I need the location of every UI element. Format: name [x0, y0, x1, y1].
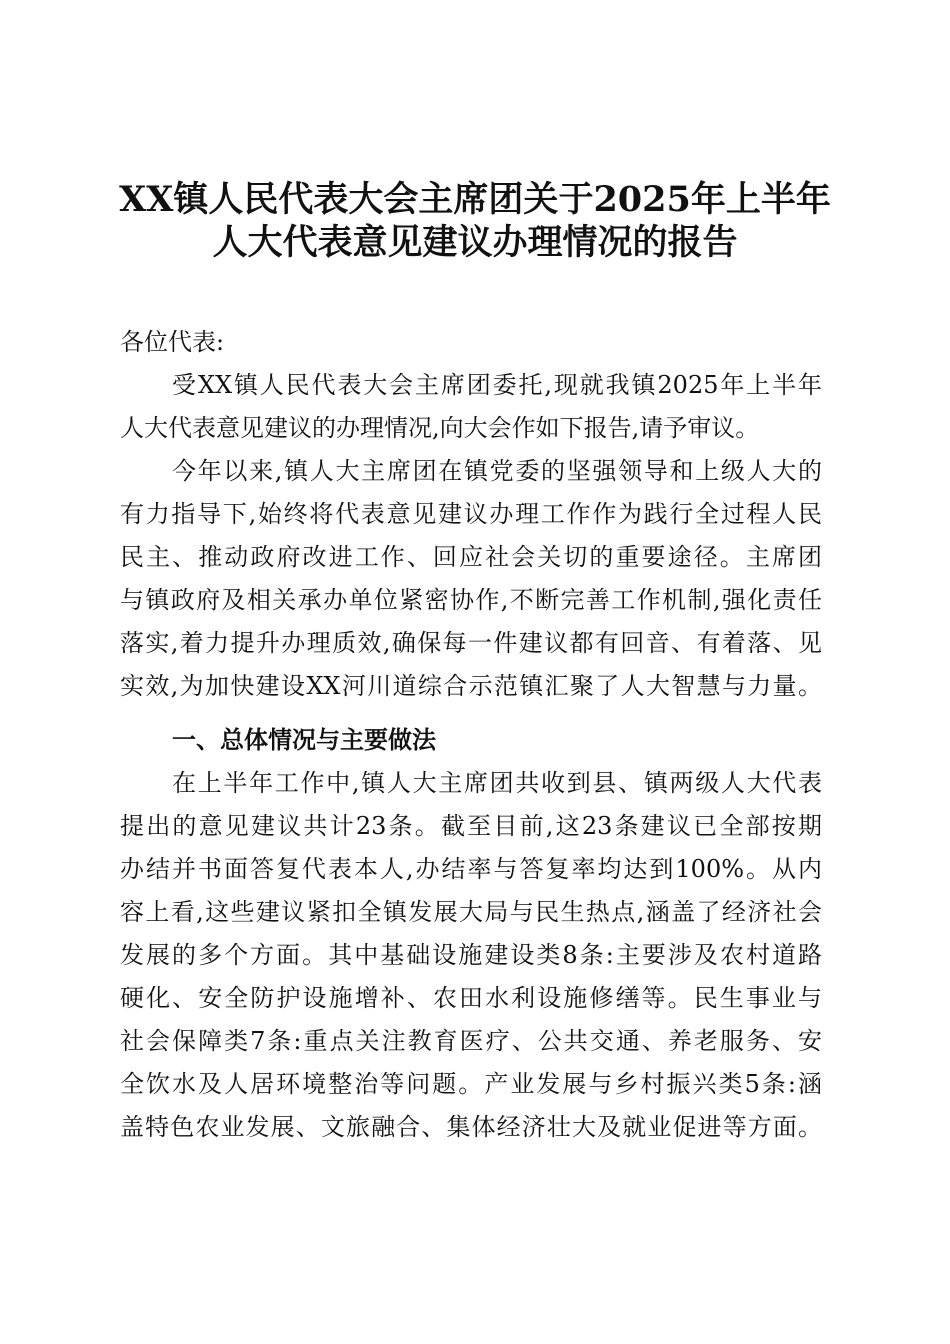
document-title-line-1: XX镇人民代表大会主席团关于2025年上半年	[119, 179, 831, 220]
paragraph-line: 发展的多个方面。其中基础设施建设类8条:主要涉及农村道路	[120, 941, 822, 969]
document-title-line-2: 人大代表意见建议办理情况的报告	[212, 222, 738, 263]
paragraph-line: 民主、推动政府改进工作、回应社会关切的重要途径。主席团	[120, 543, 822, 571]
salutation: 各位代表:	[120, 328, 225, 356]
paragraph-line: 全饮水及人居环境整治等问题。产业发展与乡村振兴类5条:涵	[120, 1070, 822, 1098]
paragraph-line: 盖特色农业发展、文旅融合、集体经济壮大及就业促进等方面。	[120, 1113, 822, 1141]
paragraph-line: 提出的意见建议共计23条。截至目前,这23条建议已全部按期	[120, 812, 822, 840]
paragraph-line: 受XX镇人民代表大会主席团委托,现就我镇2025年上半年	[172, 371, 822, 399]
paragraph-line: 社会保障类7条:重点关注教育医疗、公共交通、养老服务、安	[120, 1027, 822, 1055]
paragraph-line: 在上半年工作中,镇人大主席团共收到县、镇两级人大代表	[172, 769, 822, 797]
section-heading: 一、总体情况与主要做法	[172, 726, 436, 754]
paragraph-line: 落实,着力提升办理质效,确保每一件建议都有回音、有着落、见	[120, 629, 822, 657]
paragraph-line: 硬化、安全防护设施增补、农田水利设施修缮等。民生事业与	[120, 984, 822, 1012]
paragraph-line: 有力指导下,始终将代表意见建议办理工作作为践行全过程人民	[120, 500, 822, 528]
paragraph-line: 今年以来,镇人大主席团在镇党委的坚强领导和上级人大的	[172, 457, 822, 485]
paragraph-line: 办结并书面答复代表本人,办结率与答复率均达到100%。从内	[120, 855, 822, 883]
paragraph-line: 实效,为加快建设XX河川道综合示范镇汇聚了人大智慧与力量。	[120, 672, 822, 700]
paragraph-line: 与镇政府及相关承办单位紧密协作,不断完善工作机制,强化责任	[120, 586, 822, 614]
paragraph-line: 人大代表意见建议的办理情况,向大会作如下报告,请予审议。	[120, 414, 760, 442]
paragraph-line: 容上看,这些建议紧扣全镇发展大局与民生热点,涵盖了经济社会	[120, 898, 822, 926]
